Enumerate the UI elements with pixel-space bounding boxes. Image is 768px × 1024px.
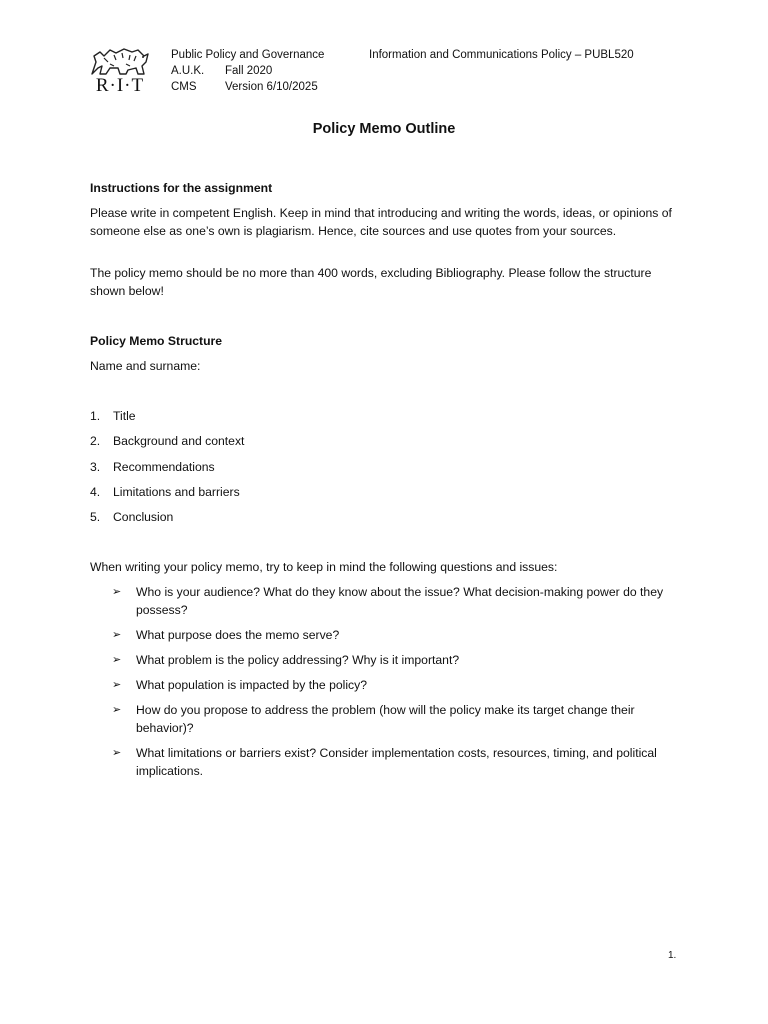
tiger-icon xyxy=(88,44,152,78)
header-course: Information and Communications Policy – PUBL520 xyxy=(369,49,634,61)
questions-list xyxy=(112,583,672,787)
rit-logo xyxy=(88,44,152,96)
page-title: Policy Memo Outline xyxy=(312,121,456,137)
arrow-bullet-icon: ➢ xyxy=(112,586,122,598)
list-item xyxy=(90,508,244,533)
list-item-text: Limitations and barriers xyxy=(113,484,240,499)
instructions-paragraph: Please write in competent English. Keep in mind that introducing and writing the words, ideas, or opinions of someone else as one’s own is plagiarism. Hence, cite sources and use quotes from your sources. xyxy=(90,206,672,238)
header-cms: CMS xyxy=(171,81,197,93)
list-number: 3. xyxy=(90,459,101,474)
header-term: Fall 2020 xyxy=(225,65,273,77)
arrow-bullet-icon: ➢ xyxy=(112,654,122,666)
instructions-heading: Instructions for the assignment xyxy=(90,181,273,195)
list-item-text: What problem is the policy addressing? Why is it important? xyxy=(136,653,460,667)
arrow-bullet-icon: ➢ xyxy=(112,704,122,716)
list-item xyxy=(112,651,672,669)
list-item-text: Recommendations xyxy=(113,459,215,474)
list-item xyxy=(112,701,672,737)
structure-heading: Policy Memo Structure xyxy=(90,334,223,348)
structure-list xyxy=(90,407,244,533)
list-number: 1. xyxy=(90,409,101,423)
list-item xyxy=(90,458,244,483)
header-institution: A.U.K. xyxy=(171,65,205,77)
arrow-bullet-icon: ➢ xyxy=(112,747,122,759)
name-surname-label: Name and surname: xyxy=(90,359,201,373)
list-item xyxy=(90,407,244,432)
list-item xyxy=(112,744,672,780)
list-item-text: Title xyxy=(113,409,136,423)
header-meta xyxy=(171,47,324,95)
header-version: Version 6/10/2025 xyxy=(225,81,318,93)
arrow-bullet-icon: ➢ xyxy=(112,679,122,691)
header-row xyxy=(171,79,324,95)
list-number: 2. xyxy=(90,434,101,449)
list-item xyxy=(112,626,672,644)
list-item xyxy=(112,583,672,619)
logo-wordmark: R·I·T xyxy=(95,75,145,96)
list-item-text: What population is impacted by the policy? xyxy=(136,678,368,692)
instructions-paragraph: The policy memo should be no more than 400 words, excluding Bibliography. Please follow the structure shown below! xyxy=(90,266,652,298)
list-item-text: Who is your audience? What do they know about the issue? What decision-making power do they possess? xyxy=(136,585,664,617)
questions-intro: When writing your policy memo, try to keep in mind the following questions and issues: xyxy=(90,560,558,574)
header-row xyxy=(171,47,324,63)
list-item-text: How do you propose to address the problem (how will the policy make its target change their behavior)? xyxy=(136,703,635,735)
list-item-text: What purpose does the memo serve? xyxy=(136,628,340,642)
header-program: Public Policy and Governance xyxy=(171,49,325,61)
header-row xyxy=(171,63,324,79)
list-item xyxy=(90,483,244,508)
page-number: 1. xyxy=(668,950,677,961)
arrow-bullet-icon: ➢ xyxy=(112,629,122,641)
list-item xyxy=(112,676,672,694)
list-item-text: Conclusion xyxy=(113,510,174,525)
list-number: 4. xyxy=(90,484,101,499)
list-item-text: Background and context xyxy=(113,434,245,449)
list-item-text: What limitations or barriers exist? Consider implementation costs, resources, timing, and political implications. xyxy=(136,746,657,778)
list-item xyxy=(90,432,244,457)
list-number: 5. xyxy=(90,510,101,525)
